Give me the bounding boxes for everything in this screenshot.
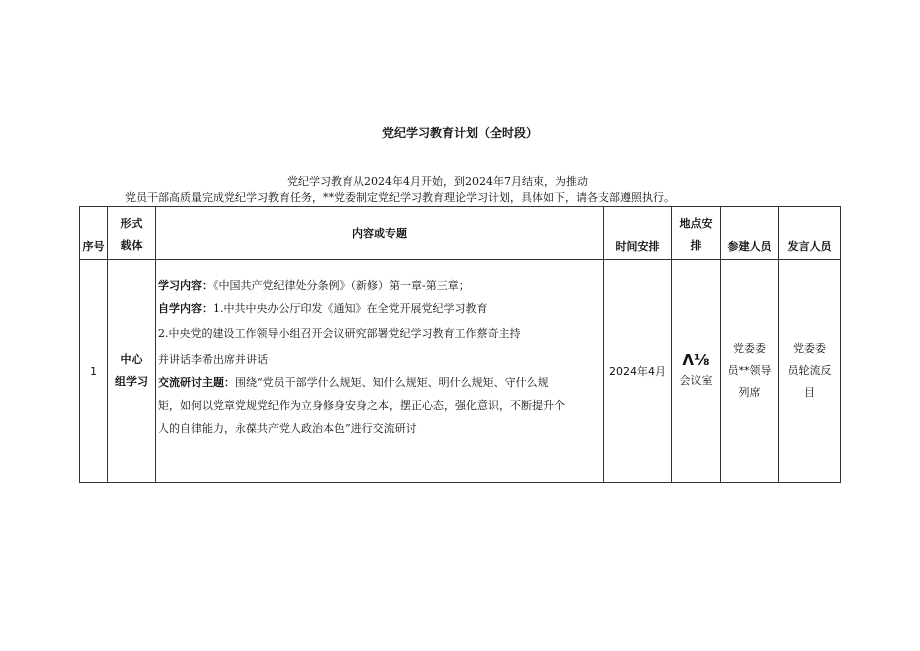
row-speakers-line3: 目 — [804, 386, 815, 399]
table-header-row — [80, 207, 841, 260]
header-format-line1: 形式 — [120, 217, 143, 230]
row-time: 2024年4月 — [604, 260, 672, 483]
row-format-line1: 中心 — [120, 353, 143, 366]
study-text: 《中国共产党纪律处分条例》（新修）第一章-第三章； — [213, 279, 470, 292]
study-label: 学习内容： — [158, 279, 213, 292]
discussion-text-1: 围绕“党员干部学什么规矩、知什么规矩、明什么规矩、守什么规 — [235, 376, 549, 390]
header-content: 内容或专题 — [156, 207, 604, 260]
discussion-label: 交流研讨主题： — [158, 376, 235, 390]
header-speakers: 发言人员 — [779, 207, 841, 260]
header-location — [672, 207, 721, 260]
self-study-line-3: 并讲话李希出席并讲话 — [158, 353, 268, 367]
row-participants-line2: 员**领导 — [727, 364, 772, 377]
discussion-text-3: 人的自律能力，永葆共产党人政治本色”进行交流研讨 — [158, 421, 417, 435]
header-time: 时间安排 — [604, 207, 672, 260]
header-format — [108, 207, 156, 260]
row-speakers — [779, 260, 841, 483]
header-format-line2: 载体 — [120, 239, 143, 252]
header-participants: 参建人员 — [721, 207, 779, 260]
self-study-text: 1.中共中央办公厅印发《通知》在全党开展党纪学习教育 — [213, 301, 488, 315]
header-location-line1: 地点安 — [679, 217, 713, 230]
discussion-text-2: 矩，如何以党章党规党纪作为立身修身安身之本，摆正心态，强化意识，不断提升个 — [158, 398, 565, 412]
intro-line-1: 党纪学习教育从2024年4月开始，到2024年7月结束，为推动 — [287, 175, 588, 188]
study-content-line — [158, 275, 601, 298]
document-title: 党纪学习教育计划（全时段） — [381, 126, 538, 140]
row-participants-line1: 党委委 — [733, 342, 766, 355]
header-location-line2: 排 — [690, 239, 702, 252]
row-location-line2: 会议室 — [679, 374, 713, 387]
row-content — [156, 260, 604, 483]
row-format-line2: 组学习 — [115, 375, 148, 388]
row-format — [108, 260, 156, 483]
header-index: 序号 — [80, 207, 108, 260]
study-plan-table — [79, 206, 841, 483]
row-speakers-line2: 员轮流反 — [787, 364, 832, 377]
discussion-line-1 — [158, 372, 601, 395]
intro-line-2: 党员干部高质量完成党纪学习教育任务，**党委制定党纪学习教育理论学习计划，具体如下，请各支部遵照执行。 — [125, 191, 675, 204]
row-location-line1: Λ⅛ — [682, 351, 710, 369]
self-study-label: 自学内容： — [158, 301, 213, 315]
self-study-line — [158, 298, 601, 321]
row-participants — [721, 260, 779, 483]
row-location — [672, 260, 721, 483]
table-row — [80, 260, 841, 483]
row-participants-line3: 列席 — [738, 386, 761, 399]
row-speakers-line1: 党委委 — [793, 342, 826, 355]
row-index: 1 — [80, 260, 108, 483]
self-study-line-2: 2.中央党的建设工作领导小组召开会议研究部署党纪学习教育工作蔡奇主持 — [158, 326, 521, 340]
